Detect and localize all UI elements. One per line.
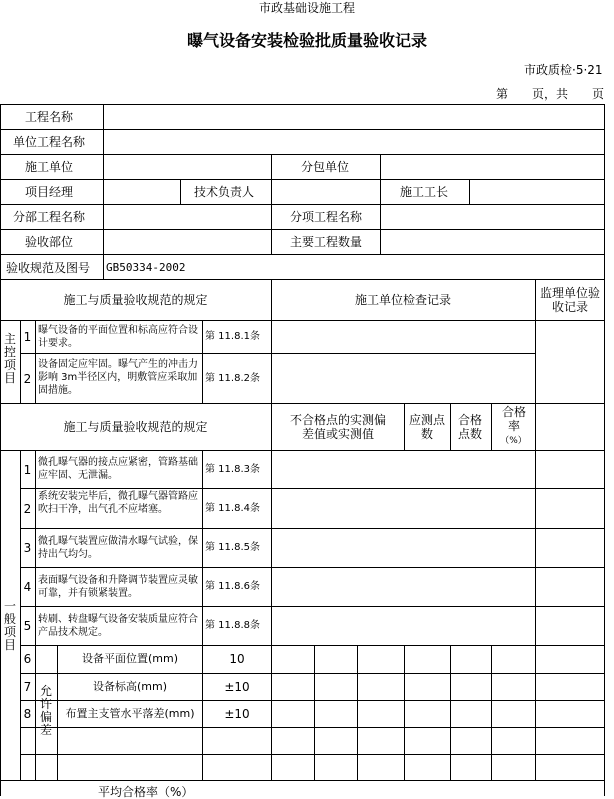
subitem-name-field[interactable]: [381, 205, 603, 228]
general-item-clause: 第 11.8.3条: [205, 464, 260, 475]
main-item-text: 设备固定应牢固。曝气产生的冲击力影响 3m半径区内，明敷管应采取加固措施。: [38, 359, 198, 396]
general-item-clause: 第 11.8.4条: [205, 503, 260, 514]
main-item-clause: 第 11.8.2条: [205, 373, 260, 384]
deviation-header: 不合格点的实测偏差值或实测值: [290, 413, 387, 441]
project-name-label: 工程名称: [25, 110, 74, 124]
general-item-no: 1: [23, 463, 32, 477]
inspection-header: 施工单位检查记录: [354, 293, 451, 307]
subitem-name-label: 分项工程名称: [290, 210, 363, 224]
tolerance-no: 8: [23, 707, 32, 721]
foreman-label: 施工工长: [400, 185, 449, 199]
tolerance-item: 设备平面位置(mm): [81, 652, 178, 665]
main-quantity-field[interactable]: [381, 230, 603, 253]
document-category: 市政基础设施工程: [258, 1, 355, 15]
construction-unit-label: 施工单位: [25, 160, 74, 174]
general-item-text: 微孔曝气装置应做清水曝气试验，保持出气均匀。: [38, 536, 198, 560]
general-item-text: 表面曝气设备和升降调节装置应灵敏可靠，并有锁紧装置。: [38, 575, 198, 599]
general-item-inspection-cell[interactable]: [272, 607, 534, 644]
project-manager-field[interactable]: [104, 180, 179, 203]
general-item-text: 微孔曝气器的接点应紧密，管路基础应牢固、无泄漏。: [38, 457, 198, 481]
general-item-clause: 第 11.8.8条: [205, 620, 260, 631]
rules-header-2: 施工与质量验收规范的规定: [63, 420, 208, 434]
subcontract-unit-label: 分包单位: [301, 160, 350, 174]
division-name-field[interactable]: [104, 205, 270, 228]
project-name-field[interactable]: [104, 105, 604, 128]
tolerance-item: 设备标高(mm): [92, 680, 167, 693]
avg-pass-rate-label: 平均合格率（%）: [98, 785, 194, 799]
pass-rate-header: 合格率: [501, 405, 526, 433]
general-item-inspection-cell[interactable]: [272, 451, 534, 487]
spec-label: 验收规范及图号: [6, 261, 91, 275]
general-item-inspection-cell[interactable]: [272, 568, 534, 605]
main-quantity-label: 主要工程数量: [290, 235, 363, 249]
tolerance-value: ±10: [224, 707, 250, 721]
tolerance-no: 6: [23, 652, 32, 666]
acceptance-part-label: 验收部位: [25, 235, 74, 249]
tolerance-value: 10: [229, 652, 245, 666]
unit-project-name-label: 单位工程名称: [13, 135, 86, 149]
tolerance-item: 布置主支管水平落差(mm): [65, 707, 195, 720]
tech-lead-label: 技术负责人: [194, 185, 255, 199]
tech-lead-field[interactable]: [272, 180, 379, 203]
general-item-clause: 第 11.8.6条: [205, 581, 260, 592]
pass-rate-unit: （%）: [500, 436, 527, 446]
foreman-field[interactable]: [470, 180, 603, 203]
general-item-text: 转刷、转盘曝气设备安装质量应符合产品技术规定。: [38, 614, 198, 638]
main-item-text: 曝气设备的平面位置和标高应符合设计要求。: [38, 325, 198, 349]
main-item-no: 1: [23, 330, 32, 344]
rules-header: 施工与质量验收规范的规定: [63, 293, 208, 307]
construction-unit-field[interactable]: [104, 155, 270, 178]
general-item-inspection-cell[interactable]: [272, 529, 534, 566]
document-title: 曝气设备安装检验批质量验收记录: [186, 31, 427, 50]
supervisor-header: 监理单位验收记录: [539, 286, 600, 314]
general-item-no: 2: [23, 502, 32, 516]
subcontract-unit-field[interactable]: [381, 155, 603, 178]
acceptance-part-field[interactable]: [104, 230, 270, 253]
form-code: 市政质检·5·21: [524, 63, 603, 77]
main-item-inspection-cell[interactable]: [272, 321, 534, 352]
general-item-clause: 第 11.8.5条: [205, 542, 260, 553]
points-required-header: 应测点数: [408, 413, 445, 441]
main-item-inspection-cell[interactable]: [272, 354, 534, 402]
project-manager-label: 项目经理: [25, 185, 74, 199]
main-control-label: 主控项目: [3, 332, 16, 385]
general-item-inspection-cell[interactable]: [272, 489, 534, 527]
supervisor-record-cell[interactable]: [536, 321, 604, 779]
spec-value: GB50334-2002: [106, 261, 186, 274]
general-item-text: 系统安装完毕后，微孔曝气器管路应吹扫干净，出气孔不应堵塞。: [38, 491, 198, 515]
general-item-no: 5: [23, 619, 32, 633]
general-item-no: 3: [23, 541, 32, 555]
general-label: 一般项目: [3, 599, 16, 652]
division-name-label: 分部工程名称: [13, 210, 86, 224]
main-item-no: 2: [23, 372, 32, 386]
page-info: 第 页，共 页: [496, 87, 605, 101]
general-item-no: 4: [23, 580, 32, 594]
points-ok-header: 合格点数: [457, 413, 482, 441]
tolerance-no: 7: [23, 680, 32, 694]
unit-project-name-field[interactable]: [104, 130, 604, 153]
tolerance-label: 允许偏差: [39, 684, 52, 737]
main-item-clause: 第 11.8.1条: [205, 331, 260, 342]
tolerance-value: ±10: [224, 680, 250, 694]
